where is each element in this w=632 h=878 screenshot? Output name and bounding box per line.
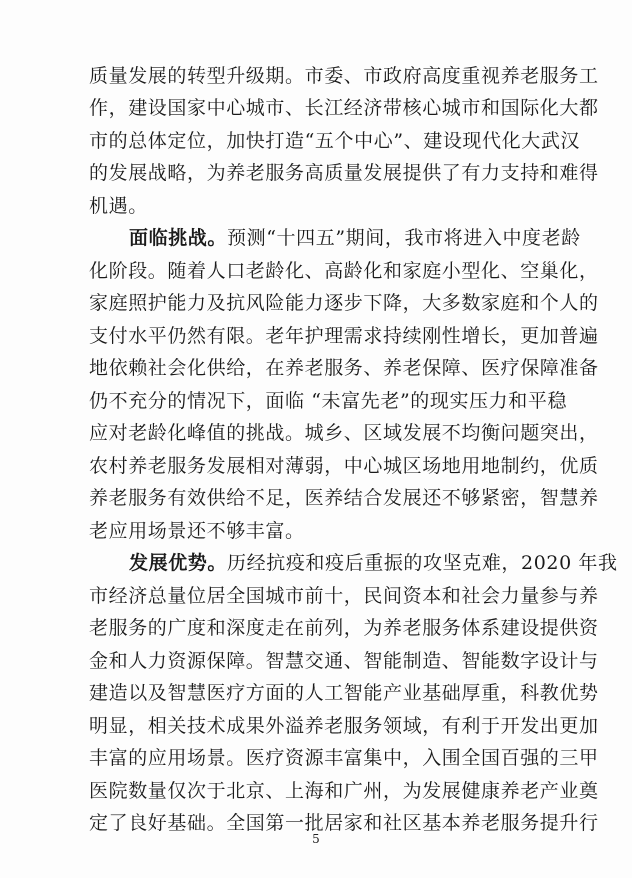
paragraph1-line-2: 作，建设国家中心城市、长江经济带核心城市和国际化大都 bbox=[89, 97, 599, 119]
paragraph3-line-6: 明显，相关技术成果外溢养老服务领域，有利于开发出更加 bbox=[89, 715, 599, 737]
paragraph3-heading: 发展优势。 bbox=[129, 552, 228, 574]
paragraph2-line-6: 仍不充分的情况下，面临 “未富先老”的现实压力和平稳 bbox=[89, 390, 568, 412]
page-number: 5 bbox=[312, 832, 320, 846]
paragraph1-line-5: 机遇。 bbox=[89, 195, 148, 217]
paragraph3-first-line: 历经抗疫和疫后重振的攻坚克难，2020 年我 bbox=[227, 552, 618, 574]
paragraph3-line-7: 丰富的应用场景。医疗资源丰富集中，入围全国百强的三甲 bbox=[89, 747, 599, 769]
paragraph3-line-5: 建造以及智慧医疗方面的人工智能产业基础厚重，科教优势 bbox=[89, 682, 599, 704]
paragraph2-line-9: 养老服务有效供给不足，医养结合发展还不够紧密，智慧养 bbox=[89, 487, 599, 509]
paragraph1-line-3: 市的总体定位，加快打造“五个中心”、建设现代化大武汉 bbox=[89, 130, 581, 152]
paragraph1-line-4: 的发展战略，为养老服务高质量发展提供了有力支持和难得 bbox=[89, 162, 599, 184]
paragraph3-line-2: 市经济总量位居全国城市前十，民间资本和社会力量参与养 bbox=[89, 585, 599, 607]
paragraph2-line-1 bbox=[129, 227, 581, 249]
paragraph2-first-line: 预测“十四五”期间，我市将进入中度老龄 bbox=[227, 227, 581, 249]
paragraph2-line-7: 应对老龄化峰值的挑战。城乡、区域发展不均衡问题突出， bbox=[89, 422, 599, 444]
paragraph2-line-10: 老应用场景还不够丰富。 bbox=[89, 520, 305, 542]
paragraph3-line-4: 金和人力资源保障。智慧交通、智能制造、智能数字设计与 bbox=[89, 650, 599, 672]
paragraph2-line-8: 农村养老服务发展相对薄弱，中心城区场地用地制约，优质 bbox=[89, 455, 599, 477]
paragraph2-line-4: 支付水平仍然有限。老年护理需求持续刚性增长，更加普遍 bbox=[89, 325, 599, 347]
paragraph2-line-3: 家庭照护能力及抗风险能力逐步下降，大多数家庭和个人的 bbox=[89, 292, 599, 314]
paragraph3-line-9: 定了良好基础。全国第一批居家和社区基本养老服务提升行 bbox=[89, 812, 599, 834]
paragraph3-line-1 bbox=[129, 552, 618, 574]
paragraph2-line-2: 化阶段。随着人口老龄化、高龄化和家庭小型化、空巢化， bbox=[89, 260, 599, 282]
paragraph2-heading: 面临挑战。 bbox=[129, 227, 228, 249]
paragraph2-line-5: 地依赖社会化供给，在养老服务、养老保障、医疗保障准备 bbox=[89, 357, 599, 379]
paragraph3-line-8: 医院数量仅次于北京、上海和广州，为发展健康养老产业奠 bbox=[89, 780, 599, 802]
paragraph1-line-1: 质量发展的转型升级期。市委、市政府高度重视养老服务工 bbox=[89, 65, 599, 87]
paragraph3-line-3: 老服务的广度和深度走在前列，为养老服务体系建设提供资 bbox=[89, 617, 599, 639]
